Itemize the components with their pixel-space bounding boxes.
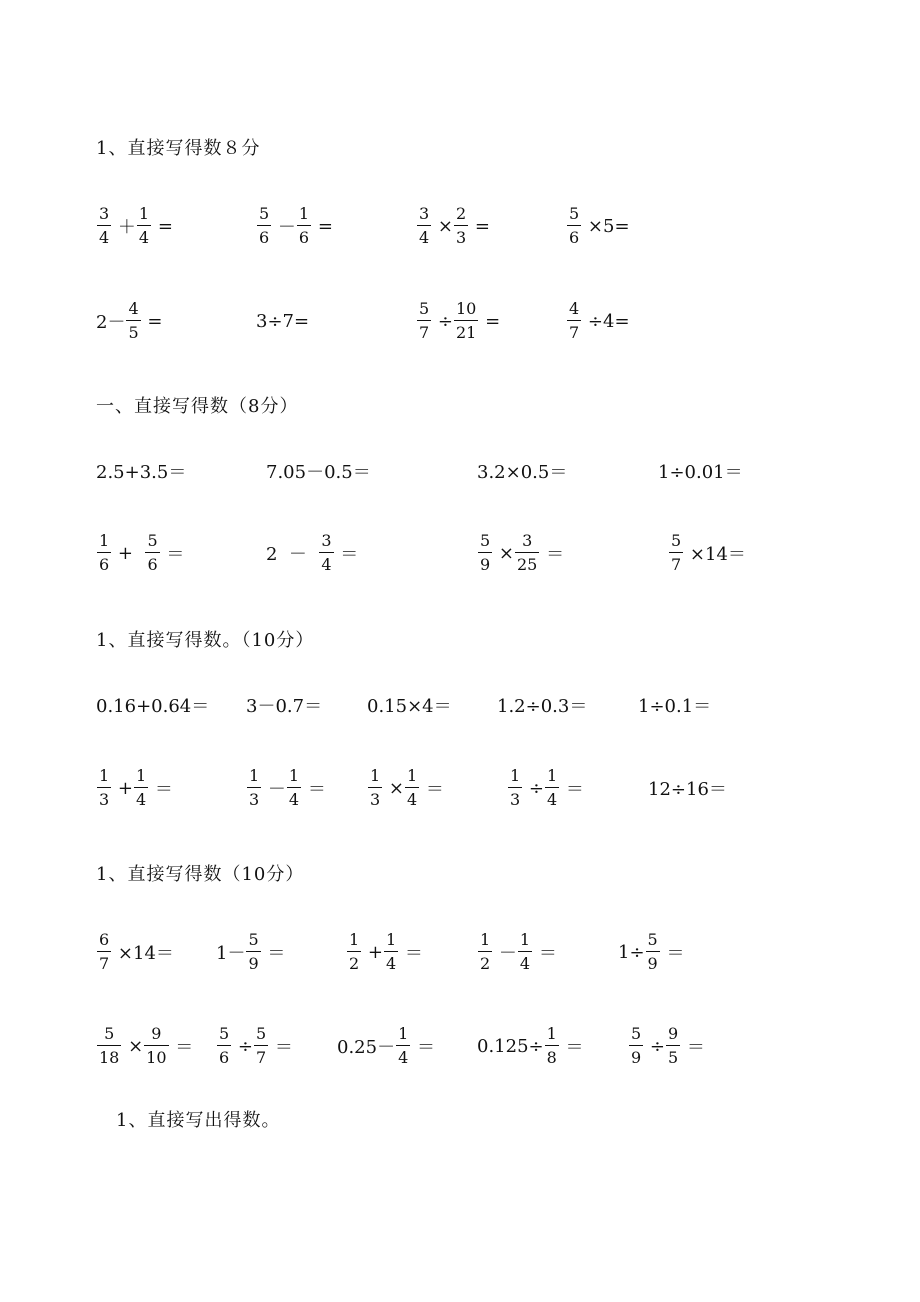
expression-text: ÷ bbox=[644, 1035, 665, 1057]
denominator: 6 bbox=[298, 228, 310, 247]
numerator: 5 bbox=[248, 930, 259, 949]
problem bbox=[367, 675, 452, 735]
problem bbox=[668, 523, 746, 583]
problem bbox=[367, 758, 444, 818]
numerator: 2 bbox=[456, 204, 467, 223]
expression-text: 1÷0.01＝ bbox=[658, 462, 743, 483]
denominator: 6 bbox=[99, 555, 110, 574]
fraction bbox=[97, 1026, 121, 1066]
expression-text: ＝ bbox=[302, 779, 326, 800]
numerator: 1 bbox=[370, 766, 381, 785]
fraction bbox=[134, 768, 148, 808]
fraction bbox=[567, 301, 581, 341]
problem bbox=[256, 196, 333, 256]
denominator: 4 bbox=[321, 555, 332, 574]
denominator: 4 bbox=[99, 228, 110, 247]
expression-text: 0.125÷ bbox=[477, 1035, 544, 1057]
numerator: 1 bbox=[99, 766, 110, 785]
numerator: 1 bbox=[519, 930, 531, 949]
numerator: 5 bbox=[671, 531, 682, 550]
expression-text: ÷4= bbox=[582, 310, 630, 332]
denominator: 9 bbox=[480, 555, 491, 574]
denominator: 4 bbox=[398, 1048, 409, 1067]
denominator: 5 bbox=[668, 1048, 679, 1067]
expression-text: 1－ bbox=[216, 943, 246, 964]
expression-text: ＝ bbox=[540, 544, 565, 565]
numerator: 5 bbox=[419, 299, 430, 318]
denominator: 3 bbox=[370, 790, 381, 809]
denominator: 6 bbox=[147, 555, 158, 574]
expression-text: ＝ bbox=[399, 943, 423, 964]
problem-row bbox=[0, 441, 920, 501]
fraction bbox=[417, 206, 431, 246]
fraction bbox=[97, 932, 111, 972]
problem bbox=[337, 1016, 435, 1076]
denominator: 4 bbox=[386, 954, 397, 973]
problem bbox=[96, 1016, 193, 1076]
problem bbox=[96, 758, 173, 818]
fraction bbox=[297, 206, 311, 246]
problem bbox=[507, 758, 584, 818]
fraction bbox=[368, 768, 382, 808]
problem bbox=[216, 922, 285, 982]
expression-text: 1.2÷0.3＝ bbox=[497, 696, 588, 717]
numerator: 5 bbox=[647, 930, 658, 949]
fraction bbox=[478, 533, 492, 573]
denominator: 7 bbox=[99, 954, 110, 973]
problem-row bbox=[0, 922, 920, 982]
problem-row bbox=[0, 758, 920, 818]
numerator: 6 bbox=[99, 930, 110, 949]
section-heading: 1、直接写得数（10分） bbox=[96, 864, 305, 885]
expression-text: × bbox=[493, 542, 514, 564]
fraction bbox=[257, 206, 271, 246]
expression-text: 2 － bbox=[266, 544, 319, 565]
problem bbox=[96, 291, 162, 351]
expression-text: ＝ bbox=[420, 779, 444, 800]
section-heading: 1、直接写得数８分 bbox=[96, 138, 261, 159]
expression-text: ＝ bbox=[660, 943, 685, 964]
problem bbox=[638, 675, 711, 735]
problem bbox=[216, 1016, 293, 1076]
fraction bbox=[287, 768, 301, 808]
denominator: 4 bbox=[407, 790, 418, 809]
numerator: 1 bbox=[249, 766, 260, 785]
expression-text: + bbox=[362, 941, 383, 963]
denominator: 3 bbox=[456, 228, 467, 247]
fraction bbox=[126, 301, 140, 341]
denominator: 9 bbox=[248, 954, 259, 973]
fraction bbox=[254, 1026, 268, 1066]
fraction bbox=[319, 533, 333, 573]
expression-text: 0.15×4＝ bbox=[367, 696, 452, 717]
numerator: 1 bbox=[136, 766, 147, 785]
denominator: 7 bbox=[671, 555, 682, 574]
numerator: 5 bbox=[569, 204, 580, 223]
numerator: 1 bbox=[138, 204, 150, 223]
problem bbox=[566, 196, 630, 256]
denominator: 4 bbox=[519, 954, 531, 973]
numerator: 10 bbox=[456, 299, 477, 318]
problem bbox=[618, 922, 684, 982]
problem bbox=[266, 441, 371, 501]
expression-text: 3－0.7＝ bbox=[246, 696, 323, 717]
expression-text: × bbox=[432, 215, 453, 237]
fraction bbox=[629, 1026, 643, 1066]
expression-text: ÷ bbox=[232, 1035, 253, 1057]
expression-text: ＝ bbox=[160, 544, 185, 565]
expression-text: － bbox=[272, 217, 296, 238]
expression-text: ×14＝ bbox=[684, 544, 746, 565]
denominator: 3 bbox=[99, 790, 110, 809]
problem bbox=[477, 523, 564, 583]
numerator: 4 bbox=[569, 299, 580, 318]
problem bbox=[648, 758, 727, 818]
denominator: 4 bbox=[138, 228, 150, 247]
numerator: 3 bbox=[419, 204, 430, 223]
numerator: 1 bbox=[288, 766, 300, 785]
fraction bbox=[97, 533, 111, 573]
numerator: 4 bbox=[128, 299, 139, 318]
expression-text: 2－ bbox=[96, 312, 126, 333]
numerator: 5 bbox=[256, 1024, 267, 1043]
expression-text: ＝ bbox=[533, 943, 557, 964]
denominator: 10 bbox=[146, 1048, 167, 1067]
expression-text: 7.05－0.5＝ bbox=[266, 462, 371, 483]
numerator: 1 bbox=[407, 766, 418, 785]
fraction bbox=[347, 932, 361, 972]
numerator: 1 bbox=[349, 930, 360, 949]
expression-text: 3÷7= bbox=[256, 310, 310, 332]
numerator: 1 bbox=[547, 766, 558, 785]
denominator: 9 bbox=[647, 954, 658, 973]
numerator: 1 bbox=[99, 531, 110, 550]
fraction bbox=[666, 1026, 680, 1066]
section-heading: 1、直接写出得数。 bbox=[116, 1110, 281, 1131]
fraction bbox=[417, 301, 431, 341]
expression-text: 3.2×0.5＝ bbox=[477, 462, 568, 483]
numerator: 1 bbox=[510, 766, 521, 785]
fraction bbox=[545, 768, 559, 808]
fraction bbox=[217, 1026, 231, 1066]
problem bbox=[96, 675, 209, 735]
fraction bbox=[137, 206, 151, 246]
expression-text: 12÷16＝ bbox=[648, 779, 727, 800]
denominator: 7 bbox=[569, 323, 580, 342]
expression-text: 0.16+0.64＝ bbox=[96, 696, 210, 717]
fraction bbox=[515, 533, 539, 573]
problem bbox=[256, 291, 309, 351]
expression-text: 1÷0.1＝ bbox=[638, 696, 712, 717]
problem-row bbox=[0, 1016, 920, 1076]
fraction bbox=[454, 301, 478, 341]
problem bbox=[96, 196, 173, 256]
expression-text: ×14＝ bbox=[112, 943, 174, 964]
denominator: 2 bbox=[349, 954, 360, 973]
numerator: 3 bbox=[321, 531, 332, 550]
numerator: 3 bbox=[99, 204, 110, 223]
fraction bbox=[145, 533, 159, 573]
denominator: 7 bbox=[419, 323, 430, 342]
expression-text: ＝ bbox=[269, 1037, 293, 1058]
expression-text: － bbox=[262, 779, 286, 800]
fraction bbox=[144, 1026, 168, 1066]
fraction bbox=[405, 768, 419, 808]
fraction bbox=[478, 932, 492, 972]
numerator: 1 bbox=[398, 1024, 409, 1043]
numerator: 5 bbox=[259, 204, 270, 223]
numerator: 1 bbox=[480, 930, 491, 949]
fraction bbox=[567, 206, 581, 246]
fraction bbox=[646, 932, 660, 972]
denominator: 6 bbox=[569, 228, 580, 247]
expression-text: + bbox=[112, 777, 133, 799]
expression-text: × bbox=[122, 1035, 144, 1057]
fraction bbox=[518, 932, 532, 972]
expression-text: ＝ bbox=[411, 1037, 435, 1058]
denominator: 4 bbox=[419, 228, 430, 247]
denominator: 4 bbox=[136, 790, 147, 809]
expression-text: ＝ bbox=[560, 779, 584, 800]
numerator: 1 bbox=[386, 930, 397, 949]
denominator: 6 bbox=[219, 1048, 230, 1067]
expression-text: 0.25－ bbox=[337, 1037, 396, 1058]
expression-text: ＝ bbox=[169, 1037, 194, 1058]
expression-text: × bbox=[383, 777, 404, 799]
problem bbox=[266, 523, 358, 583]
fraction bbox=[669, 533, 683, 573]
problem bbox=[96, 441, 186, 501]
expression-text: = bbox=[312, 215, 333, 237]
expression-text: ×5= bbox=[582, 215, 630, 237]
section-heading: 一、直接写得数（8分） bbox=[96, 396, 299, 417]
problem bbox=[96, 922, 174, 982]
denominator: 18 bbox=[99, 1048, 120, 1067]
fraction bbox=[454, 206, 468, 246]
problem bbox=[477, 922, 557, 982]
expression-text: + bbox=[112, 542, 145, 564]
fraction bbox=[97, 206, 111, 246]
problem bbox=[566, 291, 630, 351]
problem bbox=[246, 758, 326, 818]
expression-text: ＝ bbox=[334, 544, 359, 565]
denominator: 8 bbox=[546, 1048, 557, 1067]
expression-text: ＝ bbox=[261, 943, 286, 964]
fraction bbox=[396, 1026, 410, 1066]
numerator: 1 bbox=[298, 204, 310, 223]
denominator: 7 bbox=[256, 1048, 267, 1067]
fraction bbox=[247, 768, 261, 808]
denominator: 21 bbox=[456, 323, 477, 342]
expression-text: 2.5+3.5＝ bbox=[96, 462, 187, 483]
numerator: 5 bbox=[104, 1024, 115, 1043]
problem bbox=[477, 441, 567, 501]
numerator: 9 bbox=[668, 1024, 679, 1043]
problem bbox=[628, 1016, 705, 1076]
numerator: 5 bbox=[219, 1024, 230, 1043]
expression-text: = bbox=[152, 215, 173, 237]
problem bbox=[658, 441, 743, 501]
numerator: 5 bbox=[631, 1024, 642, 1043]
expression-text: ＝ bbox=[559, 1037, 584, 1058]
fraction bbox=[545, 1026, 559, 1066]
numerator: 5 bbox=[147, 531, 158, 550]
expression-text: 1÷ bbox=[618, 941, 645, 963]
denominator: 2 bbox=[480, 954, 491, 973]
expression-text: ＝ bbox=[681, 1037, 705, 1058]
problem bbox=[477, 1016, 584, 1076]
problem bbox=[346, 922, 423, 982]
expression-text: ÷ bbox=[523, 777, 544, 799]
problem bbox=[416, 291, 500, 351]
denominator: 6 bbox=[259, 228, 270, 247]
fraction bbox=[246, 932, 260, 972]
section-heading: 1、直接写得数。（10分） bbox=[96, 630, 315, 651]
numerator: 5 bbox=[480, 531, 491, 550]
expression-text: － bbox=[493, 943, 517, 964]
denominator: 3 bbox=[510, 790, 521, 809]
problem-row bbox=[0, 675, 920, 735]
problem-row bbox=[0, 523, 920, 583]
expression-text: ＝ bbox=[149, 779, 173, 800]
expression-text: = bbox=[469, 215, 490, 237]
problem bbox=[416, 196, 490, 256]
denominator: 5 bbox=[128, 323, 139, 342]
fraction bbox=[384, 932, 398, 972]
problem bbox=[497, 675, 587, 735]
numerator: 9 bbox=[151, 1024, 162, 1043]
numerator: 3 bbox=[522, 531, 533, 550]
numerator: 1 bbox=[546, 1024, 557, 1043]
problem bbox=[96, 523, 184, 583]
problem-row bbox=[0, 196, 920, 256]
fraction bbox=[97, 768, 111, 808]
problem-row bbox=[0, 291, 920, 351]
expression-text: = bbox=[479, 310, 501, 332]
denominator: 4 bbox=[288, 790, 300, 809]
denominator: 4 bbox=[547, 790, 558, 809]
denominator: 3 bbox=[249, 790, 260, 809]
expression-text: = bbox=[141, 310, 163, 332]
problem bbox=[246, 675, 322, 735]
denominator: 25 bbox=[517, 555, 538, 574]
fraction bbox=[508, 768, 522, 808]
expression-text: ＋ bbox=[112, 217, 136, 238]
expression-text: ÷ bbox=[432, 310, 453, 332]
denominator: 9 bbox=[631, 1048, 642, 1067]
